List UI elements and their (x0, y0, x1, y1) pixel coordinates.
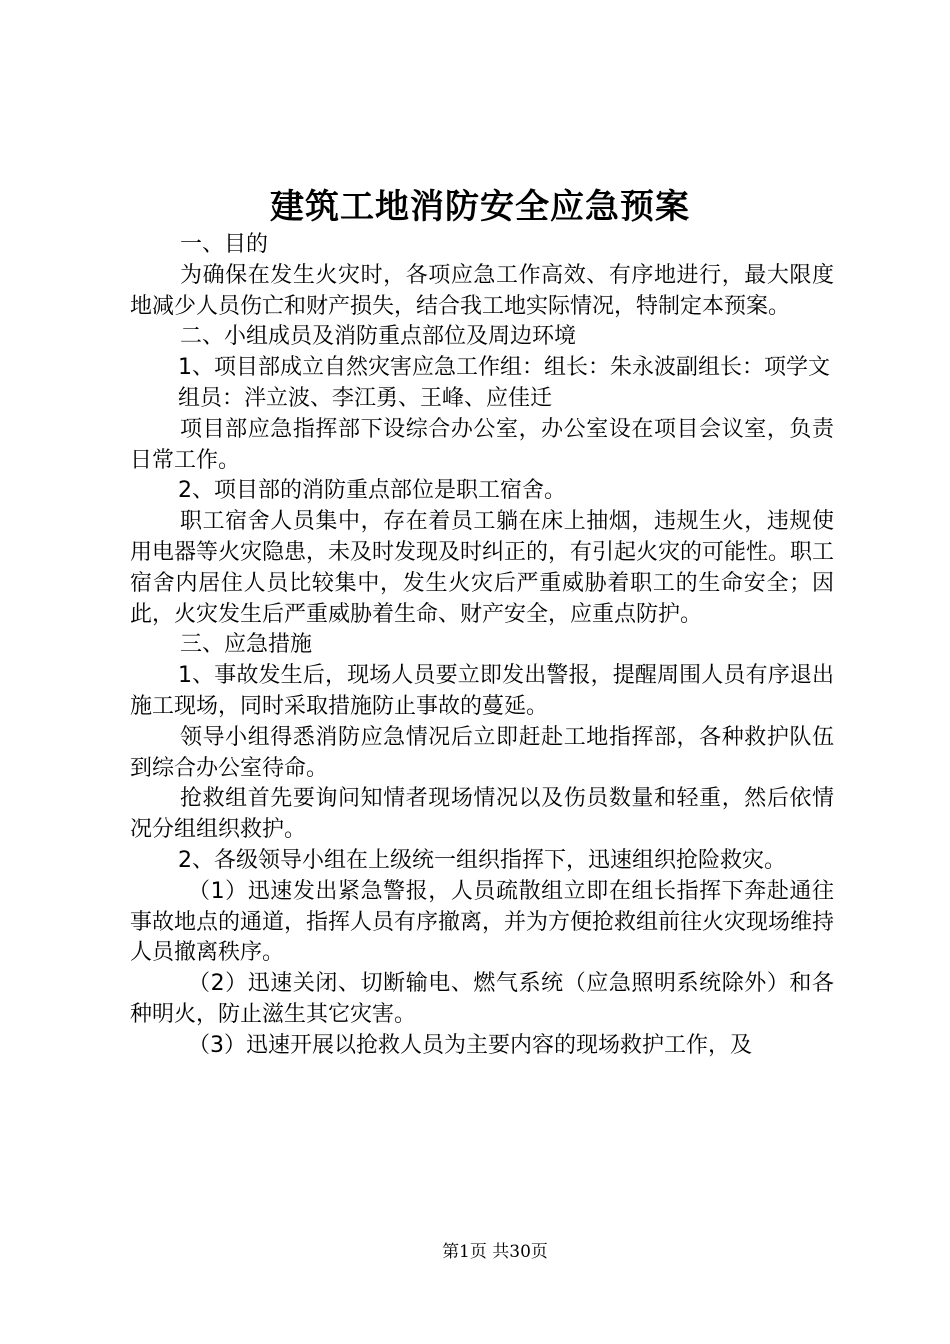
paragraph-rescue-team: 抢救组首先要询问知情者现场情况以及伤员数量和轻重，然后依情况分组组织救护。 (130, 786, 834, 843)
section-heading-members: 二、小组成员及消防重点部位及周边环境 (180, 324, 577, 350)
paragraph-leadership: 领导小组得悉消防应急情况后立即赶赴工地指挥部，各种救护队伍到综合办公室待命。 (130, 724, 834, 781)
paragraph-step-1: （1）迅速发出紧急警报，人员疏散组立即在组长指挥下奔赴通往事故地点的通道，指挥人员有序撤离，并为方便抢救组前往火灾现场维持人员撤离秩序。 (130, 878, 835, 966)
paragraph-measure-2: 2、各级领导小组在上级统一组织指挥下，迅速组织抢险救灾。 (178, 847, 786, 873)
paragraph-step-2: （2）迅速关闭、切断输电、燃气系统（应急照明系统除外）和各种明火，防止滋生其它灾害。 (130, 971, 834, 1027)
paragraph-purpose: 为确保在发生火灾时，各项应急工作高效、有序地进行，最大限度地减少人员伤亡和财产损失，结合我工地实际情况，特制定本预案。 (130, 262, 834, 319)
document-body (130, 230, 834, 1062)
section-heading-purpose: 一、目的 (180, 232, 269, 257)
paragraph-office: 项目部应急指挥部下设综合办公室，办公室设在项目会议室，负责日常工作。 (130, 416, 834, 473)
paragraph-step-3: （3）迅速开展以抢救人员为主要内容的现场救护工作，及 (188, 1032, 752, 1058)
paragraph-group-members: 组员：泮立波、李江勇、王峰、应佳迁 (178, 385, 553, 411)
paragraph-dormitory: 职工宿舍人员集中，存在着员工躺在床上抽烟，违规生火，违规使用电器等火灾隐患，未及时发现及时纠正的，有引起火灾的可能性。职工宿舍内居住人员比较集中，发生火灾后严重威胁着职工的生命安全；因此，火灾发生后严重威胁着生命、财产安全，应重点防护。 (130, 509, 835, 627)
document-title: 建筑工地消防安全应急预案 (270, 187, 690, 227)
section-heading-measures: 三、应急措施 (180, 632, 313, 658)
paragraph-measure-1: 1、事故发生后，现场人员要立即发出警报，提醒周围人员有序退出施工现场，同时采取措施防止事故的蔓延。 (130, 663, 834, 719)
paragraph-key-location: 2、项目部的消防重点部位是职工宿舍。 (178, 478, 566, 504)
page-footer: 第1页 共30页 (442, 1242, 548, 1262)
paragraph-work-group: 1、项目部成立自然灾害应急工作组：组长：朱永波副组长：项学文 (178, 355, 830, 381)
